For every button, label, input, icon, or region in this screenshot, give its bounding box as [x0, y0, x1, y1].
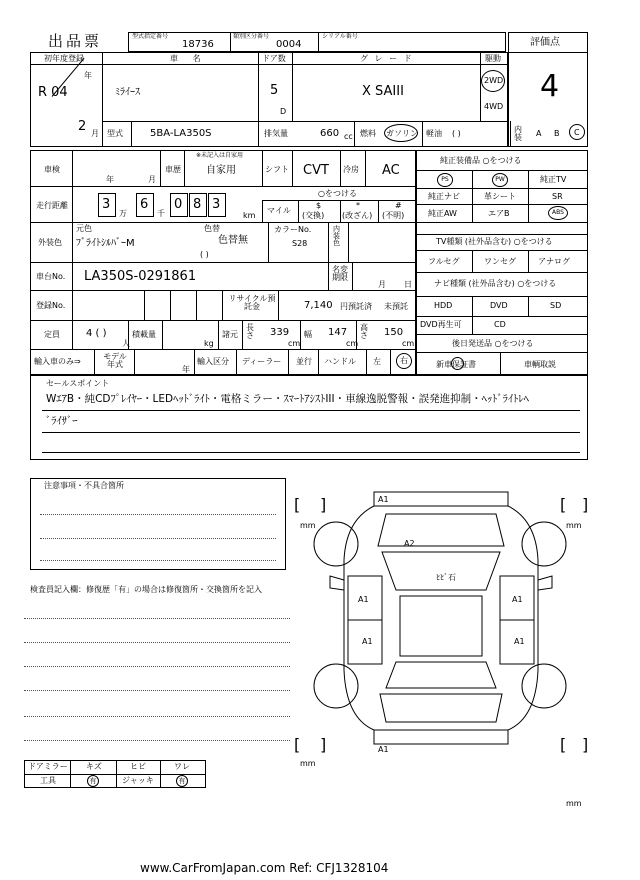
- keiyu-label: 軽油: [426, 129, 442, 138]
- drive-2wd: 2WD: [484, 76, 504, 85]
- import-parallel: 並行: [296, 357, 312, 366]
- damage-front-right: A1: [512, 595, 523, 604]
- shift-value: CVT: [303, 163, 329, 178]
- history-value: 自家用: [206, 165, 236, 176]
- mileage-digit-5-text: 3: [212, 197, 221, 212]
- damage-windshield: ﾋﾋﾞ石: [436, 573, 456, 582]
- recycle-unpaid: 未預託: [384, 302, 408, 311]
- mileage-label: 走行距離: [36, 201, 68, 210]
- color-code-value: S28: [292, 239, 308, 248]
- mileage-opt3-sym: #: [395, 201, 402, 210]
- svg-text:]: ]: [582, 735, 589, 754]
- dims-wid-label: 幅: [304, 330, 312, 339]
- equip-aw: 純正AW: [428, 209, 457, 218]
- check-jack: ジャッキ: [122, 776, 154, 785]
- dims-wid: 147: [328, 327, 348, 338]
- grade-label: グ レ ー ド: [360, 54, 414, 63]
- equip-pw: PW: [492, 173, 508, 187]
- capacity-value: 4 ( ): [86, 328, 107, 339]
- mileage-digit-3-text: 0: [174, 197, 183, 212]
- serial-label: シリアル番号: [322, 33, 358, 40]
- fuel-value: ガソリン: [386, 129, 418, 138]
- navi-dvd-play: DVD再生可: [420, 320, 462, 329]
- damage-rear-left: A1: [362, 637, 373, 646]
- dims-len-unit: cm: [288, 339, 301, 348]
- equip-sr: SR: [552, 192, 563, 201]
- form-title: 出品票: [48, 32, 103, 50]
- svg-text:]: ]: [320, 735, 327, 754]
- svg-text:]: ]: [320, 495, 327, 514]
- chassis-value: LA350S-0291861: [84, 269, 197, 284]
- mileage-man: 万: [119, 209, 127, 218]
- svg-text:[: [: [560, 495, 567, 514]
- score-label: 評価点: [530, 37, 560, 48]
- car-name-value: ﾐﾗｲｰｽ: [115, 87, 140, 98]
- mileage-opt1: (交換): [302, 211, 325, 220]
- check-tool-yes: 有: [87, 775, 99, 787]
- mileage-opt2: (改ざん): [342, 211, 373, 220]
- notes-title: 注意事項・不具合箇所: [44, 481, 124, 490]
- first-reg-year: R 04: [38, 85, 68, 100]
- interior-color-label: 内装色: [333, 225, 340, 247]
- grade-value: X SAIII: [362, 84, 404, 99]
- docs-title: 後日発送品 ○をつける: [452, 339, 534, 348]
- mileage-unit: km: [243, 211, 256, 220]
- import-label: 輸入車のみ⇒: [34, 357, 81, 366]
- expiry-month: 月: [378, 280, 386, 289]
- color-code-label: カラーNo.: [274, 225, 312, 234]
- interior-b: B: [554, 129, 560, 138]
- check-jack-yes: 有: [176, 775, 188, 787]
- car-name-label: 車 名: [170, 54, 207, 63]
- tv-fullseg: フルセグ: [428, 257, 460, 266]
- navi-title: ナビ種類 (社外品含む) ○をつける: [434, 279, 557, 288]
- inspection-month-unit: 月: [148, 175, 156, 184]
- damage-rear-bumper: A1: [378, 745, 389, 754]
- handle-left: 左: [373, 357, 381, 366]
- mileage-opt1-sym: $: [316, 201, 322, 210]
- mm-fr: mm: [566, 521, 582, 530]
- check-h1: ドアミラー: [28, 762, 68, 771]
- dims-wid-unit: cm: [346, 339, 359, 348]
- tv-oneseg: ワンセグ: [484, 257, 516, 266]
- damage-rear-right: A1: [514, 637, 525, 646]
- check-h3: ヒビ: [130, 762, 146, 771]
- sales-box: [30, 375, 588, 460]
- type-value: 5BA-LA350S: [150, 128, 212, 139]
- docs-manual: 車輌取説: [524, 360, 556, 369]
- doors-label: ドア数: [262, 54, 286, 63]
- load-unit: kg: [204, 339, 214, 348]
- dims-hei-label: 高さ: [360, 323, 368, 340]
- mile-label: マイル: [267, 206, 291, 215]
- equip-ps: PS: [437, 173, 453, 187]
- mm-fl: mm: [300, 521, 316, 530]
- equip-leather: 革シート: [484, 192, 516, 201]
- interior-a: A: [536, 129, 542, 138]
- capacity-label: 定員: [44, 330, 60, 339]
- color-label: 外装色: [38, 238, 62, 247]
- navi-cd: CD: [494, 320, 506, 329]
- expiry-day: 日: [404, 280, 412, 289]
- orig-color-value: ﾌﾞﾗｲﾄｼﾙﾊﾞｰM: [76, 238, 135, 249]
- model-cert-label: 型式指定番号: [132, 33, 169, 40]
- dims-len: 339: [270, 327, 290, 338]
- check-tool: 工具: [40, 776, 56, 785]
- dims-label: 諸元: [222, 330, 238, 339]
- class-label: 類別区分番号: [233, 33, 270, 40]
- navi-hdd: HDD: [434, 301, 453, 310]
- model-year-nen: 年: [182, 365, 190, 374]
- expiry-label: 名変期限: [332, 265, 348, 282]
- mm-rl: mm: [300, 759, 316, 768]
- sales-line-1: WｴｱB・純CDﾌﾟﾚｲﾔｰ・LEDﾍｯﾄﾞﾗｲﾄ・電格ミラー・ｽﾏｰﾄｱｼｽﾄIII・車線逸脱警報・誤発進抑制・ﾍｯﾄﾞﾗｲﾄﾚﾍ: [46, 393, 529, 405]
- inspection-label: 車検: [44, 165, 60, 174]
- inspection-year-unit: 年: [106, 175, 114, 184]
- mileage-digit-4-text: 8: [193, 197, 202, 212]
- dims-hei: 150: [384, 327, 404, 338]
- fuel-label: 燃料: [360, 129, 376, 138]
- equip-abs: ABS: [548, 206, 568, 220]
- engine-value: 660: [320, 128, 340, 139]
- inspector-note: 検査員記入欄：修復歴「有」の場合は修復箇所・交換箇所を記入: [30, 585, 262, 594]
- recycle-status: 円預託済: [340, 302, 372, 311]
- doors-value: 5: [270, 83, 279, 98]
- navi-sd: SD: [550, 301, 562, 310]
- history-label: 車歴: [165, 165, 181, 174]
- svg-text:[: [: [294, 495, 301, 514]
- drive-4wd: 4WD: [484, 102, 504, 111]
- damage-hood: A2: [404, 539, 415, 548]
- current-color-paren: ( ): [200, 250, 209, 259]
- mileage-opt2-sym: *: [356, 201, 360, 210]
- ac-label: 冷房: [343, 165, 359, 174]
- car-damage-diagram: [290, 480, 590, 810]
- notes-box: [30, 478, 286, 570]
- class-value: 0004: [276, 39, 302, 50]
- first-reg-nen: 年: [84, 71, 92, 80]
- shift-label: シフト: [265, 165, 289, 174]
- drive-label: 駆動: [485, 54, 501, 63]
- model-year-label: モデル年式: [103, 352, 127, 369]
- recycle-label: リサイクル預託金: [228, 294, 276, 311]
- engine-label: 排気量: [264, 129, 288, 138]
- handle-right: 右: [400, 356, 408, 365]
- first-reg-month: 2: [78, 119, 87, 134]
- navi-dvd: DVD: [490, 301, 508, 310]
- svg-text:[: [: [294, 735, 301, 754]
- svg-text:]: ]: [582, 495, 589, 514]
- interior-c: C: [574, 128, 580, 137]
- sales-line-2: ﾞﾗｲｻﾞｰ: [46, 415, 78, 427]
- doors-sub: D: [280, 107, 287, 116]
- equip-airbag: エアB: [488, 209, 510, 218]
- orig-color-label: 元色: [76, 224, 92, 233]
- damage-front-left: A1: [358, 595, 369, 604]
- equip-tv: 純正TV: [540, 175, 567, 184]
- type-label: 型式: [107, 129, 123, 138]
- svg-text:[: [: [560, 735, 567, 754]
- mileage-opt3: (不明): [382, 211, 405, 220]
- tv-title: TV種類 (社外品含む) ○をつける: [436, 237, 553, 246]
- model-cert-value: 18736: [182, 39, 214, 50]
- engine-unit: cc: [344, 132, 353, 141]
- sales-label: セールスポイント: [46, 379, 110, 388]
- mileage-digit-1-text: 3: [102, 197, 111, 212]
- first-reg-label: 初年度登録: [44, 54, 84, 63]
- tv-analog: アナログ: [538, 257, 570, 266]
- import-div-label: 輸入区分: [197, 357, 229, 366]
- dims-hei-unit: cm: [402, 339, 415, 348]
- docs-warranty-circle: [451, 357, 464, 370]
- damage-front-bumper: A1: [378, 495, 389, 504]
- chassis-label: 車台No.: [36, 272, 66, 281]
- first-reg-tsuki: 月: [91, 129, 99, 138]
- dims-len-label: 長さ: [246, 323, 254, 340]
- ac-value: AC: [382, 163, 400, 178]
- keiyu-paren: ( ): [452, 129, 461, 138]
- current-color-label: 色替: [204, 224, 220, 233]
- current-color-value: 色替無: [218, 235, 248, 246]
- mileage-circle-note: ○をつける: [318, 189, 357, 198]
- check-h4: ワレ: [174, 762, 190, 771]
- score-value: 4: [540, 69, 560, 104]
- mm-rr: mm: [566, 799, 582, 808]
- mileage-digit-2-text: 6: [140, 197, 149, 212]
- history-note: ※未記入は自家用: [196, 152, 244, 159]
- interior-label: 内装: [514, 125, 522, 142]
- handle-label: ハンドル: [324, 357, 356, 366]
- load-label: 積載量: [132, 330, 156, 339]
- docs-warranty: 新車保証書: [436, 360, 476, 369]
- import-dealer: ディーラー: [242, 357, 282, 366]
- capacity-unit: 人: [122, 339, 130, 348]
- footer-ref: www.CarFromJapan.com Ref: CFJ1328104: [140, 861, 389, 875]
- recycle-value: 7,140: [304, 300, 333, 311]
- equip-title: 純正装備品 ○をつける: [440, 156, 522, 165]
- mileage-sen: 千: [157, 209, 165, 218]
- registration-label: 登録No.: [36, 301, 66, 310]
- equip-navi: 純正ナビ: [428, 192, 460, 201]
- check-h2: キズ: [86, 762, 102, 771]
